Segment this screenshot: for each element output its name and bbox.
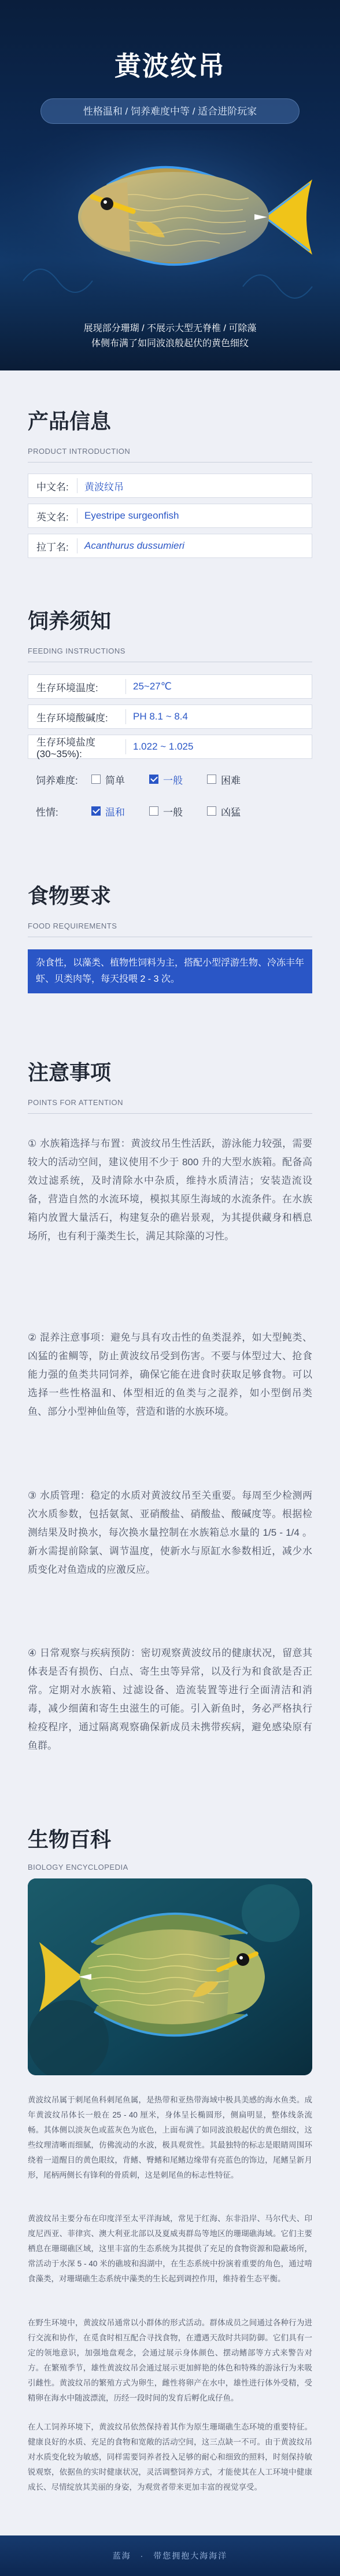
note-paragraph-health: ④ 日常观察与疾病预防：密切观察黄波纹吊的健康状况，留意其体表是否有损伤、白点、寄生虫等异常，以及行为和食欲是否正常。定期对水族箱、过滤设备、造流装置等进行全面清洁和消毒，减少细菌和寄生虫滋生的可能。引入新鱼时，务必严格执行检疫程序，通过隔离观察确保新成员未携带疾病，避免感染原有鱼群。 xyxy=(28,1647,312,1751)
checkbox-unchecked-icon[interactable] xyxy=(91,775,101,784)
hero-title: 黄波纹吊 xyxy=(114,51,226,81)
note-paragraph-tank-setup: ① 水族箱选择与布置：黄波纹吊生性活跃，游泳能力较强，需要较大的活动空间，建议使用不少于 800 升的大型水族箱。配备高效过滤系统，及时清除水中杂质，维持水质清洁；安装造流设备，营造自然的水流环境，模拟其原生海域的水流条件。在水族箱内放置大量活石，构建复杂的礁岩景观，为其提供藏身和栖息场所，也有利于藻类生长，满足其除藻的习性。 xyxy=(28,1138,312,1242)
row-label: 生存环境酸碱度: xyxy=(36,712,108,724)
difficulty-label: 饲养难度: xyxy=(36,775,78,786)
checkbox-unchecked-icon[interactable] xyxy=(207,775,216,784)
row-separator xyxy=(125,679,126,694)
temper-label: 性情: xyxy=(36,806,58,818)
option-text: 一般 xyxy=(163,806,183,818)
wiki-fish-illustration xyxy=(28,1878,312,2075)
food-section-title: 食物要求 xyxy=(28,884,112,908)
product-row-english-name xyxy=(28,504,312,528)
row-value: 1.022 ~ 1.025 xyxy=(133,741,194,752)
row-value: 黄波纹吊 xyxy=(84,481,124,493)
row-label: 英文名: xyxy=(36,511,69,523)
wiki-section-title: 生物百科 xyxy=(28,1828,112,1851)
wiki-fish-photo xyxy=(28,1878,312,2075)
option-text: 凶猛 xyxy=(221,806,241,818)
food-section-subtitle: FOOD REQUIREMENTS xyxy=(28,922,117,930)
product-divider xyxy=(28,462,312,463)
row-label: 生存环境盐度(30~35%): xyxy=(36,736,95,759)
temper-options xyxy=(28,799,312,823)
care-row-ph xyxy=(28,704,312,729)
note-paragraph-water-quality: ③ 水质管理：稳定的水质对黄波纹吊至关重要。每周至少检测两次水质参数，包括氨氮、亚硝酸盐、硝酸盐、酸碱度等。根据检测结果及时换水，每次换水量控制在水族箱总水量的 1/5 - 1/4 。新水需提前除氯、调节温度，使新水与原缸水参数相近，减少水质变化对鱼造成的应激反应。 xyxy=(28,1490,312,1575)
row-value: Eyestripe surgeonfish xyxy=(84,510,179,521)
hero-caption-line-2: 体侧布满了如同波浪般起伏的黄色细纹 xyxy=(91,339,249,348)
hero-caption xyxy=(0,321,340,351)
row-label: 拉丁名: xyxy=(36,541,69,553)
difficulty-options xyxy=(28,767,312,791)
wiki-section-subtitle: BIOLOGY ENCYCLOPEDIA xyxy=(28,1863,128,1872)
option-text: 温和 xyxy=(105,806,125,818)
checkbox-checked-icon[interactable] xyxy=(91,806,101,816)
wiki-paragraph-captivity: 在人工饲养环境下，黄波纹吊依然保持着其作为原生珊瑚礁生态环境的重要特征。健康良好的水质、充足的食物和宽敞的活动空间，这三点缺一不可。由于黄波纹吊对水质变化较为敏感，同样需要饲养者投入足够的耐心和细致的照料，时刻保持敏锐观察，依据鱼的实时健康状况，灵活调整饲养方式，才能使其在人工环境中健康成长、尽情绽放其美丽的身姿，为观赏者带来更加丰富的视觉享受。 xyxy=(28,2423,312,2491)
notes-section-title: 注意事项 xyxy=(28,1061,112,1084)
note-paragraph-tankmates: ② 混养注意事项：避免与具有攻击性的鱼类混养，如大型鲀类、凶猛的雀鲷等，防止黄波纹吊受到伤害。不要与体型过大、抢食能力强的鱼类共同饲养，确保它能在进食时获取足够食物。可以选择一些性格温和、体型相近的鱼类与之混养，如小型倒吊类鱼、部分小型神仙鱼等，营造和谐的水族环境。 xyxy=(28,1332,312,1417)
product-section-subtitle: PRODUCT INTRODUCTION xyxy=(28,447,131,456)
care-row-salinity xyxy=(28,735,312,759)
row-label: 生存环境温度: xyxy=(36,682,98,693)
checkbox-unchecked-icon[interactable] xyxy=(207,806,216,816)
footer-brand: 蓝海 xyxy=(112,2551,131,2560)
row-separator xyxy=(125,739,126,754)
difficulty-option-normal[interactable] xyxy=(149,772,183,787)
footer-dot-separator: · xyxy=(140,2551,145,2560)
hero-caption-line-1: 展现部分珊瑚 / 不展示大型无脊椎 / 可除藻 xyxy=(83,324,257,333)
checkbox-unchecked-icon[interactable] xyxy=(149,806,158,816)
care-section-subtitle: FEEDING INSTRUCTIONS xyxy=(28,647,125,655)
temper-option-mild[interactable] xyxy=(91,804,125,819)
option-text: 一般 xyxy=(163,775,183,786)
footer-slogan: 带您拥抱大海海洋 xyxy=(153,2551,228,2560)
temper-option-aggressive[interactable] xyxy=(207,804,241,819)
hero-fish-image xyxy=(0,130,340,321)
care-section-title: 饲养须知 xyxy=(28,609,112,633)
wiki-paragraph-distribution: 黄波纹吊主要分布在印度洋至太平洋海域，常见于红海、东非沿岸、马尔代夫、印度尼西亚、菲律宾、澳大利亚北部以及夏威夷群岛等地区的珊瑚礁海域。它们主要栖息在珊瑚礁区域，这里丰富的生态系统为其提供了充足的食物资源和隐蔽场所，常活动于水深 5 - 40 米的礁坡和潟湖中，在生态系统中扮演着重要的角色，通过啃食藻类，对珊瑚礁生态系统中藻类的生长起到调控作用，维持着生态平衡。 xyxy=(28,2214,312,2283)
hero-banner xyxy=(0,0,340,370)
row-value: 25~27℃ xyxy=(133,681,172,692)
care-row-temperature xyxy=(28,674,312,699)
difficulty-option-easy[interactable] xyxy=(91,772,125,787)
wiki-paragraph-appearance: 黄波纹吊属于刺尾鱼科刺尾鱼属，是热带和亚热带海域中极具美感的海水鱼类。成年黄波纹吊体长一般在 25 - 40 厘米，身体呈长椭圆形，侧扁明显，整体线条流畅。其体侧以淡灰色或蓝灰色为底色，上面布满了如同波浪般起伏的黄色细纹，这些纹理清晰而细腻，仿佛流动的水波，极具观赏性。其最独特的标志是眼睛周围环绕着一道醒目的黄色眼纹，背鳍、臀鳍和尾鳍边缘带有亮蓝色的饰边，尾鳍呈新月形，尾柄两侧长有锋利的骨质刺，这是刺尾鱼的标志性特征。 xyxy=(28,2096,312,2179)
row-separator xyxy=(125,709,126,724)
product-row-latin-name xyxy=(28,534,312,558)
food-requirement-box: 杂食性，以藻类、植物性饲料为主，搭配小型浮游生物、冷冻丰年虾、贝类肉等，每天投喂 2 - 3 次。 xyxy=(28,949,312,993)
product-section-title: 产品信息 xyxy=(28,409,112,433)
page-footer xyxy=(0,2535,340,2576)
product-row-chinese-name xyxy=(28,474,312,498)
hero-tags-pill: 性格温和 / 饲养难度中等 / 适合进阶玩家 xyxy=(40,98,300,124)
row-label: 中文名: xyxy=(36,481,69,493)
row-value: PH 8.1 ~ 8.4 xyxy=(133,711,188,722)
row-value: Acanthurus dussumieri xyxy=(84,540,184,551)
notes-section-subtitle: POINTS FOR ATTENTION xyxy=(28,1098,124,1107)
wiki-paragraph-behavior: 在野生环境中，黄波纹吊通常以小群体的形式活动。群体成员之间通过各种行为进行交流和协作，在觅食时相互配合寻找食物，在遭遇天敌时共同防御。它们具有一定的领地意识，加强地盘观念，会通过展示身体颜色、摆动鳍部等方式来警告对方。在繁殖季节，雄性黄波纹吊会通过展示更加鲜艳的体色和特殊的游泳行为来吸引雌性。黄波纹吊的繁殖方式为卵生，雌性将卵产在水中，雄性进行体外受精，受精卵在海水中随波漂流，历经一段时间的发育后孵化成仔鱼。 xyxy=(28,2318,312,2402)
difficulty-option-hard[interactable] xyxy=(207,772,241,787)
notes-divider xyxy=(28,1113,312,1114)
option-text: 简单 xyxy=(105,775,125,786)
option-text: 困难 xyxy=(221,775,241,786)
checkbox-checked-icon[interactable] xyxy=(149,775,158,784)
temper-option-normal[interactable] xyxy=(149,804,183,819)
